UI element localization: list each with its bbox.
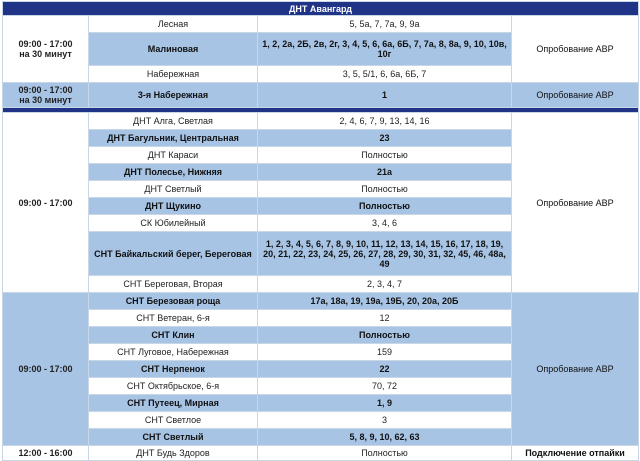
street-cell: СНТ Береговая, Вторая (89, 276, 258, 293)
table-row (3, 293, 639, 310)
street-cell: Лесная (89, 16, 258, 33)
time-cell (3, 16, 89, 83)
street-cell: СНТ Березовая роща (89, 293, 258, 310)
houses-cell: 5, 8, 9, 10, 62, 63 (258, 429, 512, 446)
table-row (3, 83, 639, 108)
houses-cell: 159 (258, 344, 512, 361)
street-cell: СНТ Путеец, Мирная (89, 395, 258, 412)
time-cell: 09:00 - 17:00 (3, 113, 89, 293)
street-cell: СНТ Светлое (89, 412, 258, 429)
table-row (3, 446, 639, 461)
street-cell: СНТ Клин (89, 327, 258, 344)
street-cell: СНТ Светлый (89, 429, 258, 446)
time-cell: 12:00 - 16:00 (3, 446, 89, 461)
action-cell: Подключение отпайки (512, 446, 639, 461)
houses-cell: 17а, 18а, 19, 19а, 19Б, 20, 20а, 20Б (258, 293, 512, 310)
street-cell: ДНТ Караси (89, 147, 258, 164)
action-cell: Опробование АВР (512, 113, 639, 293)
action-cell: Опробование АВР (512, 83, 639, 108)
houses-cell: Полностью (258, 327, 512, 344)
houses-cell: 3, 5, 5/1, 6, 6а, 6Б, 7 (258, 66, 512, 83)
street-cell: ДНТ Алга, Светлая (89, 113, 258, 130)
street-cell: Набережная (89, 66, 258, 83)
time-cell: 09:00 - 17:00 (3, 293, 89, 446)
houses-cell: 5, 5а, 7, 7а, 9, 9а (258, 16, 512, 33)
street-cell: СНТ Ветеран, 6-я (89, 310, 258, 327)
houses-cell: Полностью (258, 198, 512, 215)
houses-cell: 2, 3, 4, 7 (258, 276, 512, 293)
houses-cell: 21а (258, 164, 512, 181)
street-cell: СНТ Луговое, Набережная (89, 344, 258, 361)
houses-cell: 1, 9 (258, 395, 512, 412)
houses-cell: Полностью (258, 147, 512, 164)
table-row (3, 113, 639, 130)
street-cell: Малиновая (89, 33, 258, 66)
houses-cell: 2, 4, 6, 7, 9, 13, 14, 16 (258, 113, 512, 130)
houses-cell: Полностью (258, 446, 512, 461)
houses-cell: Полностью (258, 181, 512, 198)
table-header-row (3, 2, 639, 16)
action-cell: Опробование АВР (512, 16, 639, 83)
street-cell: 3-я Набережная (89, 83, 258, 108)
action-cell: Опробование АВР (512, 293, 639, 446)
street-cell: СНТ Октябрьское, 6-я (89, 378, 258, 395)
street-cell: СК Юбилейный (89, 215, 258, 232)
street-cell: ДНТ Багульник, Центральная (89, 130, 258, 147)
outage-schedule-table (2, 1, 639, 461)
houses-cell: 3, 4, 6 (258, 215, 512, 232)
table-row (3, 16, 639, 33)
street-cell: СНТ Байкальский берег, Береговая (89, 232, 258, 276)
houses-cell: 70, 72 (258, 378, 512, 395)
time-text: 09:00 - 17:00 на 30 минут (18, 39, 73, 59)
street-cell: ДНТ Будь Здоров (89, 446, 258, 461)
houses-cell: 22 (258, 361, 512, 378)
street-cell: ДНТ Полесье, Нижняя (89, 164, 258, 181)
houses-cell: 12 (258, 310, 512, 327)
street-cell: СНТ Нерпенок (89, 361, 258, 378)
houses-cell: 23 (258, 130, 512, 147)
time-text: 09:00 - 17:00 на 30 минут (18, 85, 73, 105)
street-cell: ДНТ Щукино (89, 198, 258, 215)
houses-cell: 1, 2, 3, 4, 5, 6, 7, 8, 9, 10, 11, 12, 13, 14, 15, 16, 17, 18, 19, 20, 21, 22, 23, 24, 25, 26, 27, 28, 29, 30, 31, 32, 45, 46, 48а, 49 (258, 232, 512, 276)
houses-cell: 1, 2, 2а, 2Б, 2в, 2г, 3, 4, 5, 6, 6а, 6Б, 7, 7а, 8, 8а, 9, 10, 10в, 10г (258, 33, 512, 66)
time-cell (3, 83, 89, 108)
table-title: ДНТ Авангард (3, 2, 639, 16)
houses-cell: 3 (258, 412, 512, 429)
houses-cell: 1 (258, 83, 512, 108)
street-cell: ДНТ Светлый (89, 181, 258, 198)
